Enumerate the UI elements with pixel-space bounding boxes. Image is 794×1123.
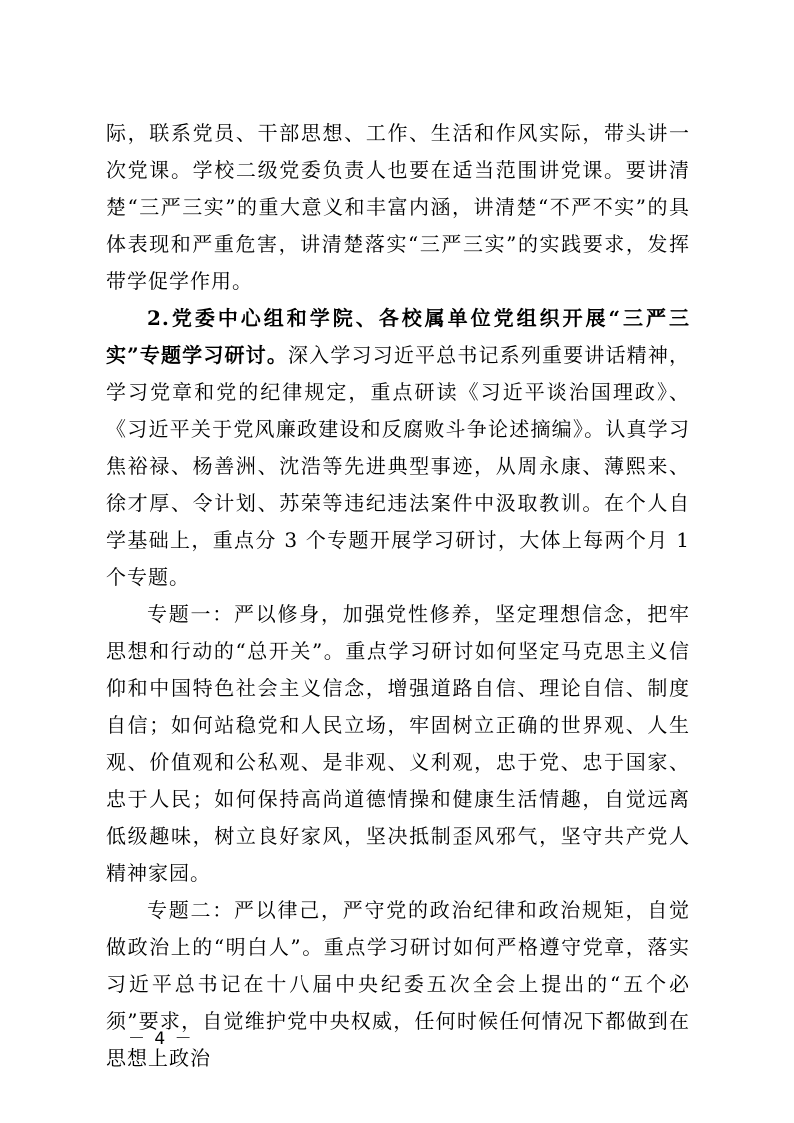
paragraph-topic-one bbox=[106, 596, 690, 892]
paragraph-continuation bbox=[106, 115, 690, 300]
paragraph-item-2 bbox=[106, 300, 690, 596]
page-number: － 4 － bbox=[128, 1029, 194, 1049]
document-body bbox=[106, 115, 690, 1077]
paragraph-text: 深入学习习近平总书记系列重要讲话精神，学习党章和党的纪律规定，重点研读《习近平谈治国理政》、《习近平关于党风廉政建设和反腐败斗争论述摘编》。认真学习焦裕禄、杨善洲、沈浩等先进典型事迹，从周永康、薄熙来、徐才厚、令计划、苏荣等违纪违法案件中汲取教训。在个人自学基础上，重点分 3 个专题开展学习研讨，大体上每两个月 1 个专题。 bbox=[106, 343, 690, 589]
paragraph-text: 际，联系党员、干部思想、工作、生活和作风实际，带头讲一次党课。学校二级党委负责人也要在适当范围讲党课。要讲清楚“三严三实”的重大意义和丰富内涵，讲清楚“不严不实”的具体表现和严重危害，讲清楚落实“三严三实”的实践要求，发挥带学促学作用。 bbox=[106, 121, 690, 293]
paragraph-heading: 2.党委中心组和学院、各校属单位党组织开展“三严三实”专题学习研讨。 bbox=[106, 306, 690, 367]
paragraph-text: 专题一：严以修身，加强党性修养，坚定理想信念，把牢思想和行动的“总开关”。重点学习研讨如何坚定马克思主义信仰和中国特色社会主义信念，增强道路自信、理论自信、制度自信；如何站稳党和人民立场，牢固树立正确的世界观、人生观、价值观和公私观、是非观、义利观，忠于党、忠于国家、忠于人民；如何保持高尚道德情操和健康生活情趣，自觉远离低级趣味，树立良好家风，坚决抵制歪风邪气，坚守共产党人精神家园。 bbox=[106, 602, 690, 885]
paragraph-topic-two bbox=[106, 892, 690, 1077]
paragraph-text: 专题二：严以律己，严守党的政治纪律和政治规矩，自觉做政治上的“明白人”。重点学习研讨如何严格遵守党章，落实习近平总书记在十八届中央纪委五次全会上提出的“五个必须”要求，自觉维护党中央权威，任何时候任何情况下都做到在思想上政治 bbox=[106, 898, 690, 1070]
